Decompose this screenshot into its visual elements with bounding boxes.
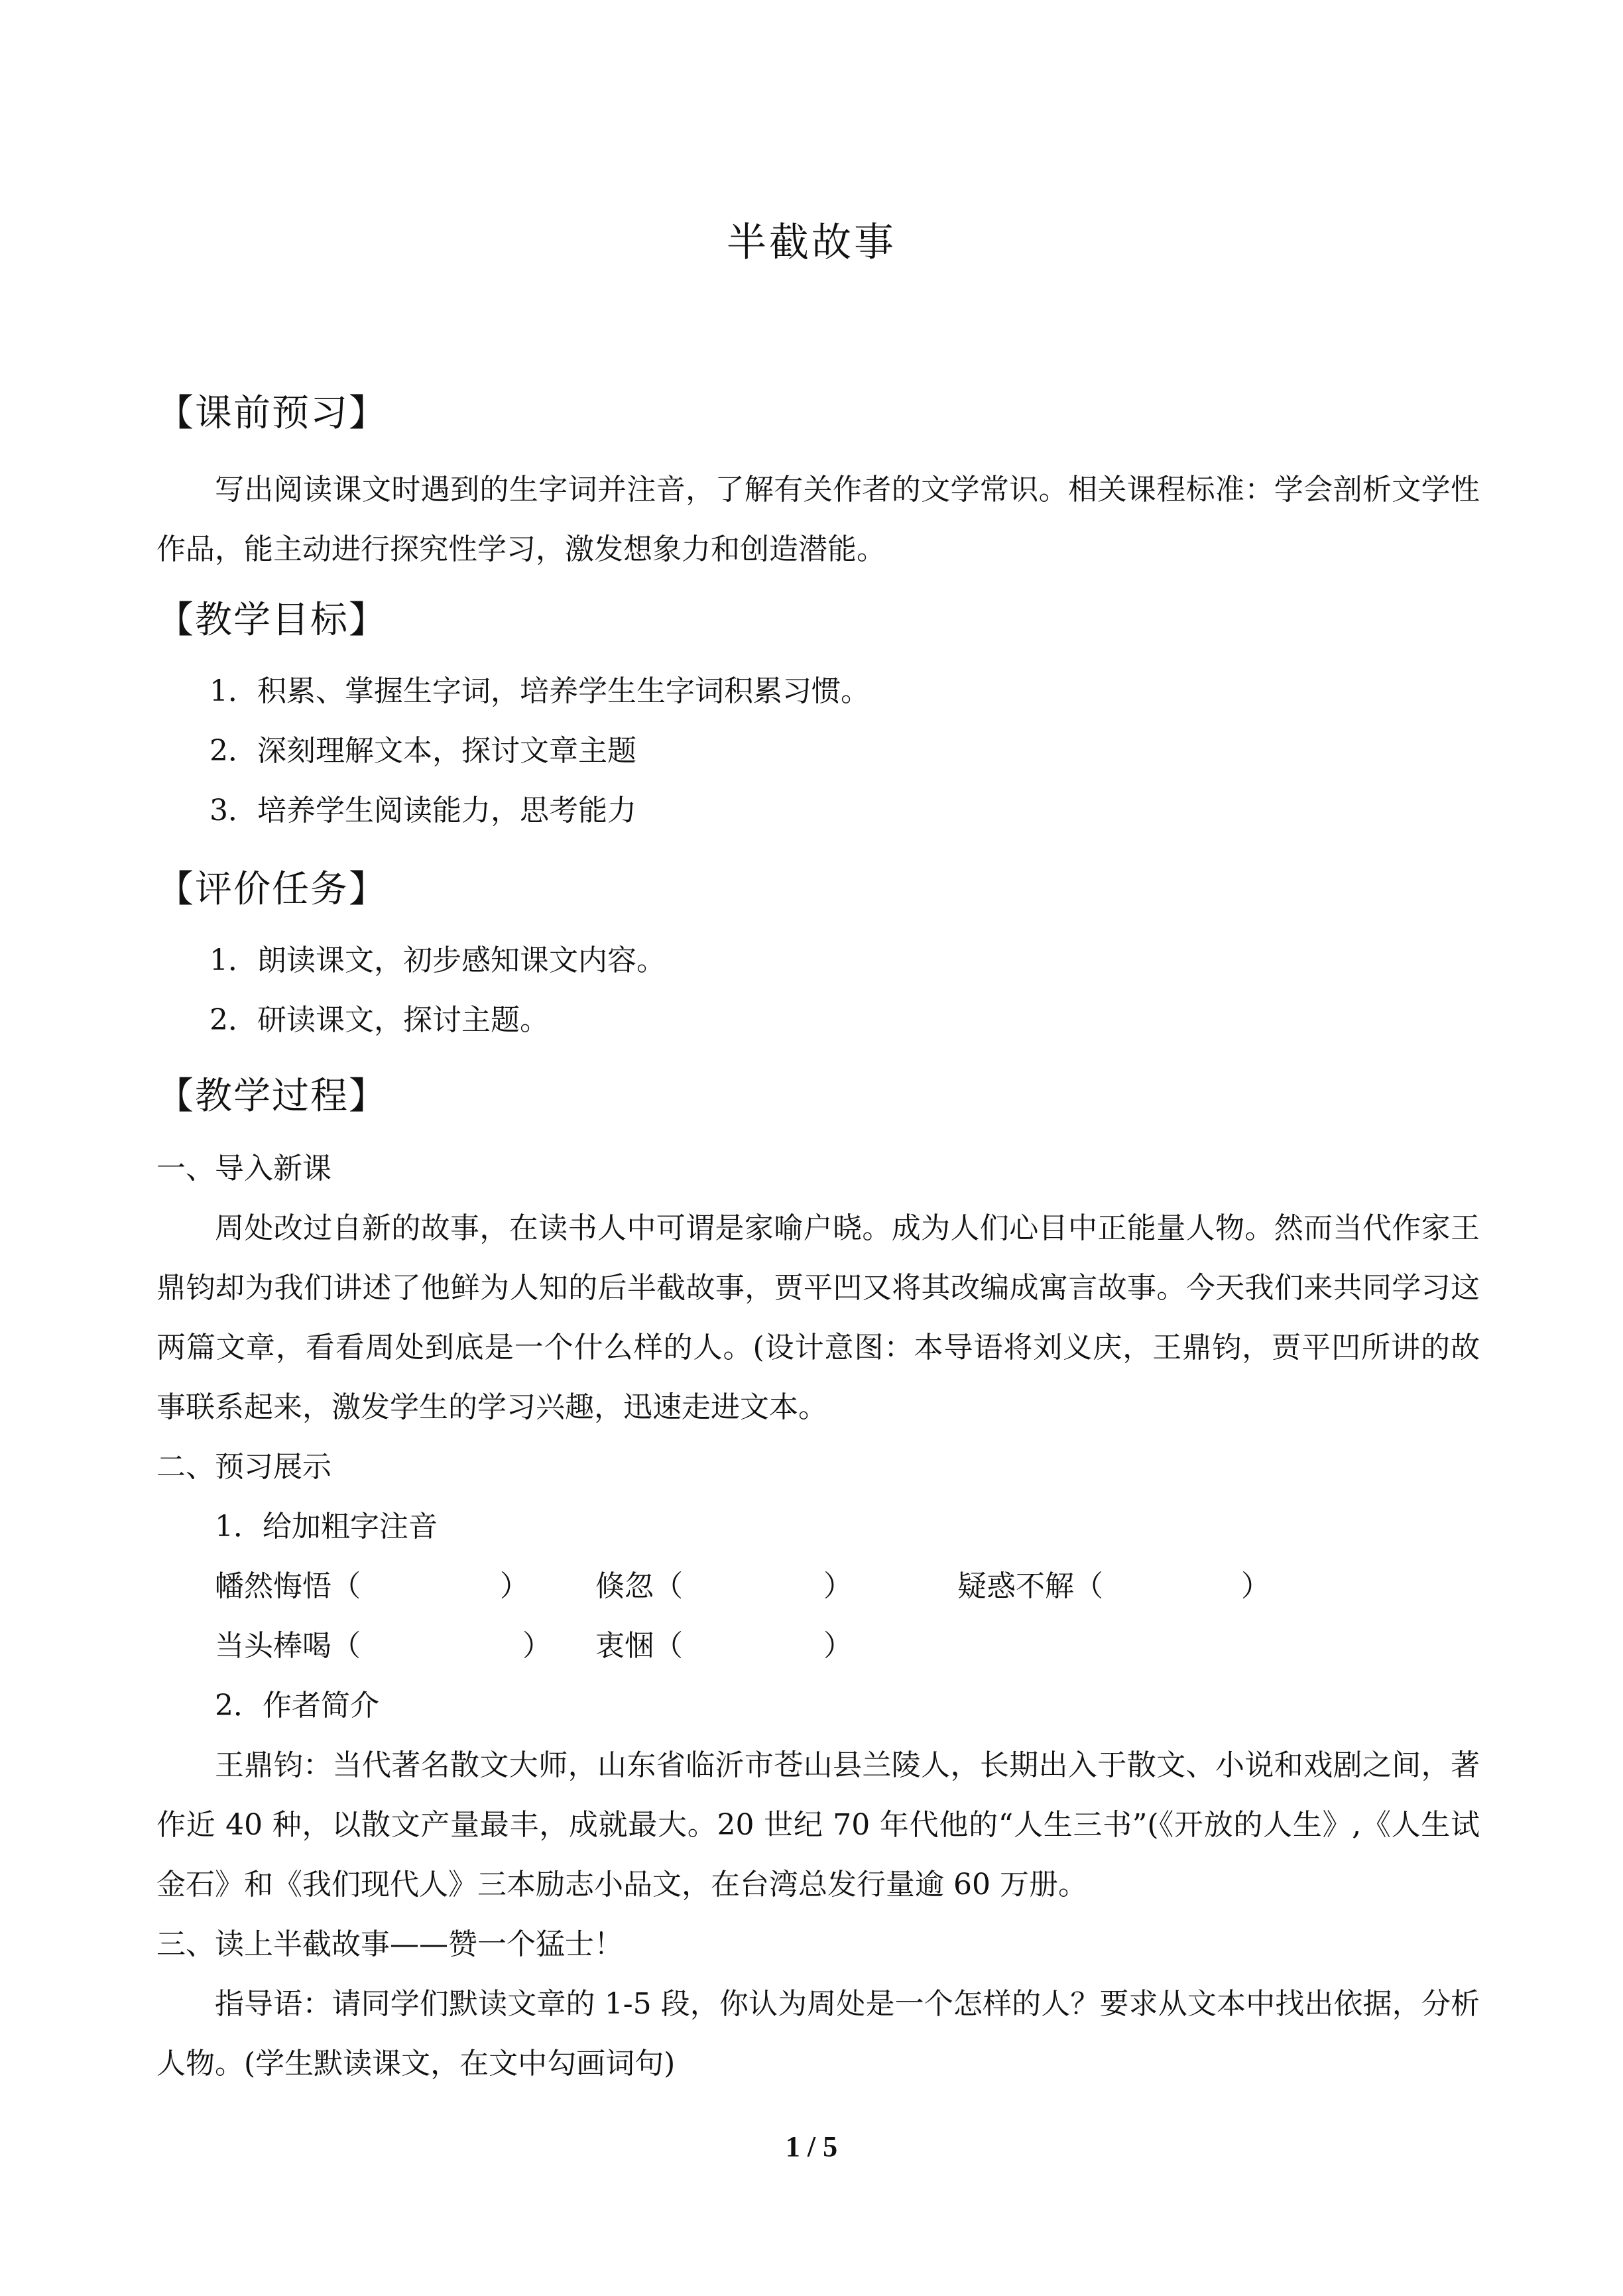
process-section (156, 1070, 1480, 2094)
objectives-list (156, 662, 1480, 841)
pinyin-word-5: 衷悃（ (595, 1629, 683, 1663)
author-text: 王鼎钧：当代著名散文大师，山东省临沂市苍山县兰陵人，长期出入于散文、小说和戏剧之间，著作近 40 种，以散文产量最丰，成就最大。20 世纪 70 年代他的“人生三书”(《开放的人生》,《人生试金石》和《我们现代人》三本励志小品文，在台湾总发行量逾 60 万册。 (156, 1748, 1480, 1902)
evaluation-item-2: 2．研读课文，探讨主题。 (210, 1003, 549, 1037)
part3-title: 三、读上半截故事——赞一个猛士！ (156, 1927, 623, 1961)
pinyin-word-2: 倏忽（ (595, 1569, 683, 1603)
pinyin-row-2 (156, 1616, 1480, 1676)
pinyin-close-5: ） (823, 1629, 853, 1663)
pinyin-word-4: 当头棒喝（ (215, 1629, 361, 1663)
part2-sub2: 2．作者简介 (215, 1689, 379, 1722)
part3-text: 指导语：请同学们默读文章的 1-5 段，你认为周处是一个怎样的人？要求从文本中找出依据，分析人物。(学生默读课文，在文中勾画词句) (156, 1987, 1480, 2081)
pinyin-row-1 (156, 1557, 1480, 1616)
evaluation-list (156, 931, 1480, 1050)
objectives-section (156, 594, 1480, 841)
preview-heading: 【课前预习】 (156, 392, 387, 435)
page-title: 半截故事 (727, 219, 896, 266)
pinyin-close-4: ） (522, 1629, 552, 1663)
pinyin-close-1: ） (500, 1569, 529, 1603)
objective-item-2: 2．深刻理解文本，探讨文章主题 (210, 734, 636, 768)
process-heading: 【教学过程】 (156, 1075, 387, 1118)
pinyin-close-2: ） (823, 1569, 853, 1603)
evaluation-section (156, 863, 1480, 1050)
objective-item-3: 3．培养学生阅读能力，思考能力 (210, 794, 636, 827)
objectives-heading: 【教学目标】 (156, 599, 387, 642)
part2-title: 二、预习展示 (156, 1450, 331, 1484)
evaluation-item-1: 1．朗读课文，初步感知课文内容。 (210, 943, 666, 977)
pinyin-close-3: ） (1241, 1569, 1270, 1603)
page-number: 1 / 5 (785, 2130, 838, 2163)
preview-text: 写出阅读课文时遇到的生字词并注音，了解有关作者的文学常识。相关课程标准：学会剖析文学性作品，能主动进行探究性学习，激发想象力和创造潜能。 (156, 473, 1480, 566)
pinyin-word-3: 疑惑不解（ (957, 1569, 1103, 1603)
part2-sub1: 1．给加粗字注音 (215, 1510, 438, 1543)
pinyin-word-1: 幡然悔悟（ (215, 1569, 361, 1603)
objective-item-1: 1．积累、掌握生字词，培养学生生字词积累习惯。 (210, 674, 870, 708)
evaluation-heading: 【评价任务】 (156, 868, 387, 911)
part1-title: 一、导入新课 (156, 1152, 331, 1185)
part1-text: 周处改过自新的故事，在读书人中可谓是家喻户晓。成为人们心目中正能量人物。然而当代作家王鼎钧却为我们讲述了他鲜为人知的后半截故事，贾平凹又将其改编成寓言故事。今天我们来共同学习这两篇文章，看看周处到底是一个什么样的人。(设计意图：本导语将刘义庆，王鼎钧，贾平凹所讲的故事联系起来，激发学生的学习兴趣，迅速走进文本。 (156, 1211, 1480, 1424)
preview-section (156, 387, 1480, 579)
